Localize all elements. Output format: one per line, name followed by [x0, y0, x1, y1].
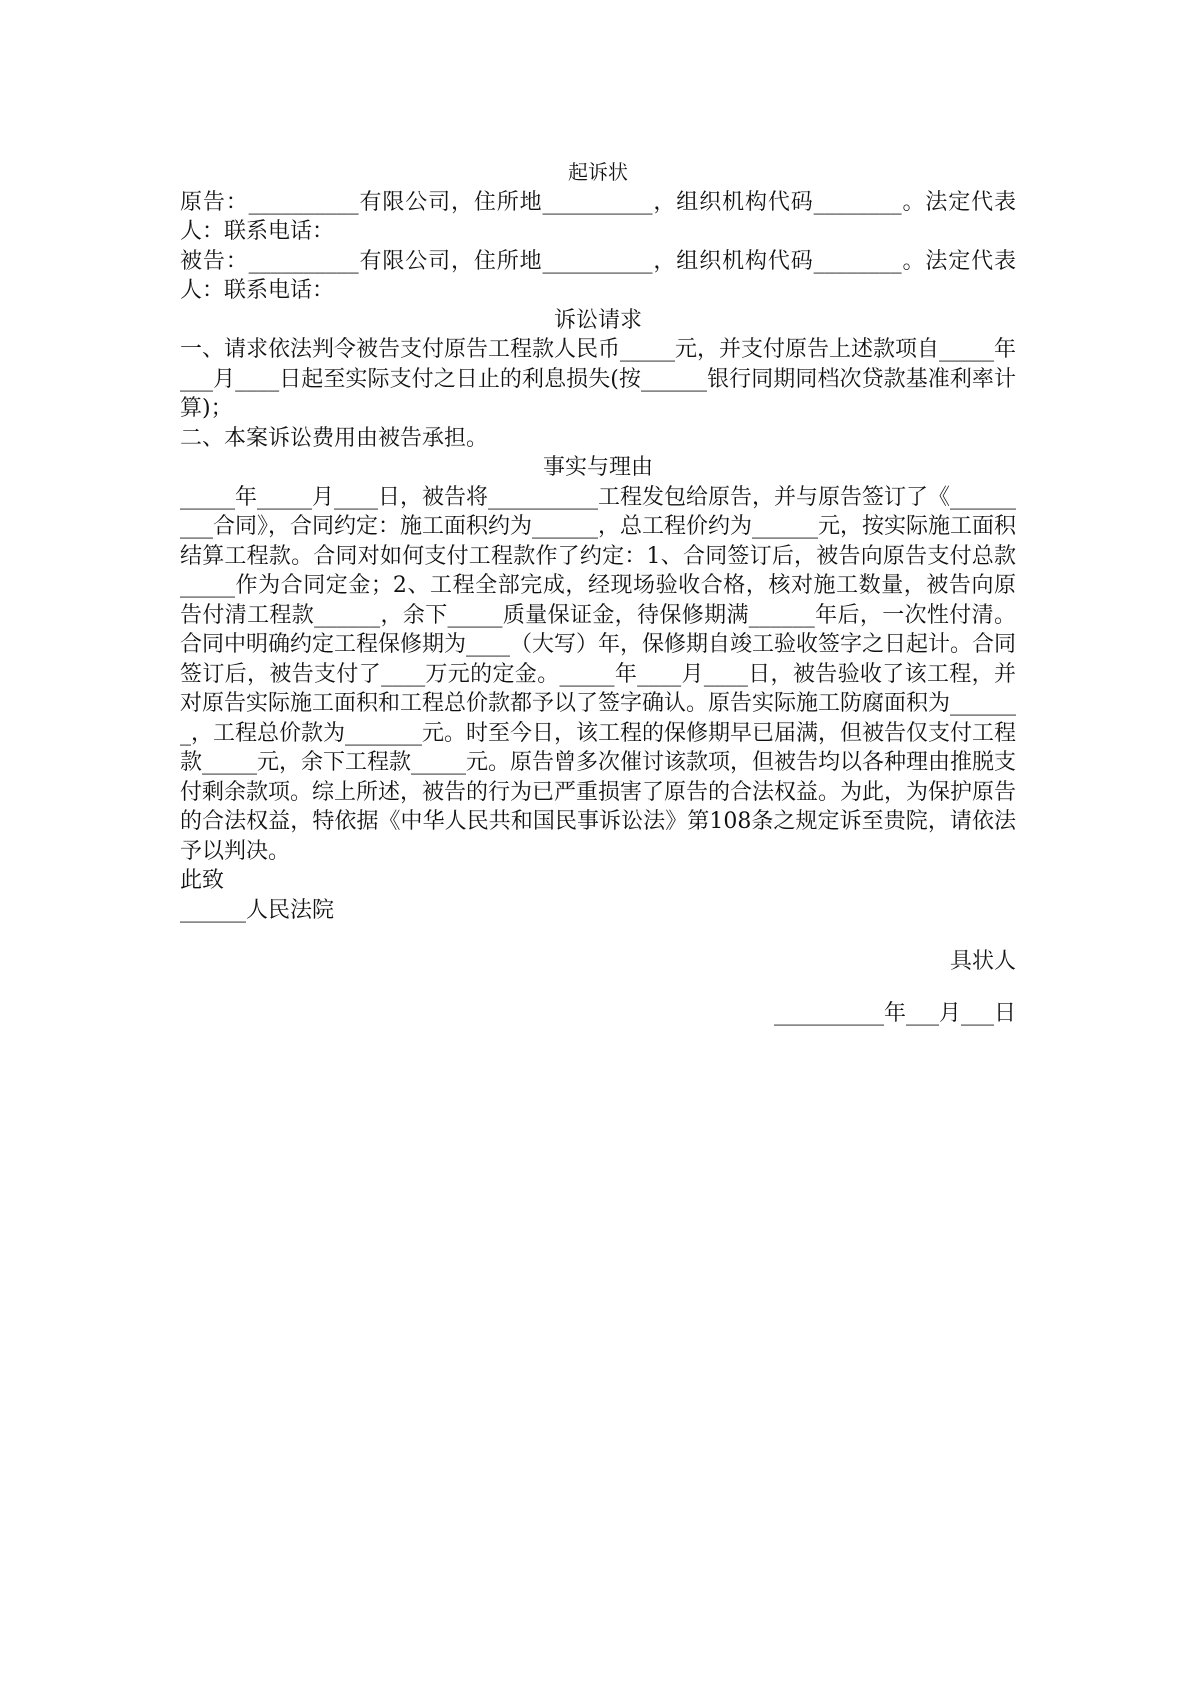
claims-heading: 诉讼请求: [553, 307, 642, 333]
facts-body: _____年_____月____日，被告将__________工程发包给原告，并与原告签订了《_________合同》，合同约定：施工面积约为______，总工程价约为______元，按实际施工面积结算工程款。合同对如何支付工程款作了约定：1、合同签订后，被告向原告支付总款_____作为合同定金；2、工程全部完成，经现场验收合格，核对施工数量，被告向原告付清工程款______，余下_____质量保证金，待保修期满______年后，一次性付清。合同中明确约定工程保修期为____（大写）年，保修期自竣工验收签字之日起计。合同签订后，被告支付了____万元的定金。_____年____月____日，被告验收了该工程，并对原告实际施工面积和工程总价款都予以了签字确认。原告实际施工防腐面积为_______，工程总价款为_______元。时至今日，该工程的保修期早已届满，但被告仅支付工程款_____元，余下工程款_____元。原告曾多次催讨该款项，但被告均以各种理由推脱支付剩余款项。综上所述，被告的行为已严重损害了原告的合法权益。为此，为保护原告的合法权益，特依据《中华人民共和国民事诉讼法》第108条之规定诉至贵院，请依法予以判决。: [180, 484, 1017, 864]
document-title: 起诉状: [568, 160, 628, 184]
claim-item-1: 一、请求依法判令被告支付原告工程款人民币_____元，并支付原告上述款项自_____年___月____日起至实际支付之日止的利息损失(按______银行同期同档次贷款基准利率计算)；: [180, 337, 1017, 421]
plaintiff-info: 原告：__________有限公司，住所地__________，组织机构代码________。法定代表人：联系电话：: [180, 189, 1016, 244]
facts-heading: 事实与理由: [542, 455, 653, 480]
signature-label: 具状人: [949, 949, 1016, 974]
court-name: ______人民法院: [180, 897, 335, 923]
defendant-info: 被告：__________有限公司，住所地__________，组织机构代码________。法定代表人：联系电话：: [180, 248, 1016, 303]
closing-text: 此致: [180, 868, 225, 893]
complaint-document: [180, 158, 1016, 1050]
claim-item-2: 二、本案诉讼费用由被告承担。: [180, 425, 489, 451]
signature-date: __________年___月___日: [773, 1000, 1016, 1026]
